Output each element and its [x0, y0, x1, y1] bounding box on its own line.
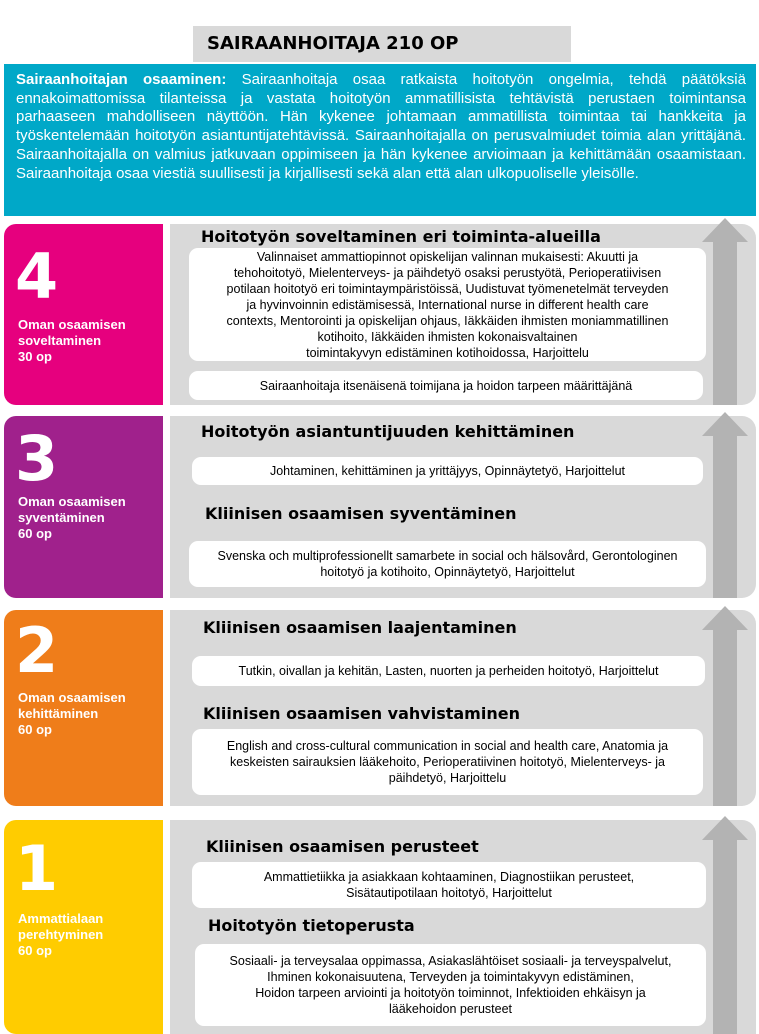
page-title: SAIRAANHOITAJA 210 OP	[193, 26, 571, 62]
level-1-box-2-line: Sosiaali- ja terveysalaa oppimassa, Asiakaslähtöiset sosiaali- ja terveyspalvelut,	[229, 954, 672, 968]
up-arrow-icon	[702, 218, 748, 405]
level-2-name: Oman osaamisen	[18, 690, 126, 705]
level-3-box-2	[189, 541, 706, 587]
level-1-box-2-line: lääkehoidon perusteet	[388, 1002, 512, 1016]
level-3-box-2-line: hoitotyö ja kotihoito, Opinnäytetyö, Harjoittelut	[320, 565, 575, 579]
level-1-box-2	[195, 944, 706, 1026]
level-2-box-2-line: päihdetyö, Harjoittelu	[388, 771, 507, 785]
level-1-name: Ammattialaan	[18, 911, 104, 926]
level-4-box-2: Sairaanhoitaja itsenäisenä toimijana ja hoidon tarpeen määrittäjänä	[189, 371, 703, 400]
level-1-credits: 60 op	[18, 943, 52, 958]
level-2-heading-2: Kliinisen osaamisen vahvistaminen	[203, 704, 520, 723]
level-4-box-1-line: ja hyvinvoinnin edistämisessä, International nurse in different health care	[246, 297, 649, 312]
level-3-heading-2: Kliinisen osaamisen syventäminen	[205, 504, 517, 523]
level-4-box-1-line: toimintakyvyn edistäminen kotihoidossa, Harjoittelu	[306, 345, 589, 360]
up-arrow-icon	[702, 606, 748, 806]
level-4-name: Oman osaamisen	[18, 317, 126, 332]
level-2-name2: kehittäminen	[18, 706, 99, 721]
level-3-name: Oman osaamisen	[18, 494, 126, 509]
level-2-credits: 60 op	[18, 722, 52, 737]
level-3-box-1: Johtaminen, kehittäminen ja yrittäjyys, Opinnäytetyö, Harjoittelut	[192, 457, 703, 485]
level-2-box-2-line: English and cross-cultural communication in social and health care, Anatomia ja	[226, 739, 669, 753]
up-arrow-icon	[702, 816, 748, 1034]
level-4-box-1-line: tehohoitotyö, Mielenterveys- ja päihdetyö osaksi perustyötä, Perioperatiivisen	[233, 265, 662, 280]
level-2-number: 2	[15, 614, 59, 687]
level-4-box-1-line: Valinnaiset ammattiopinnot opiskelijan valinnan mukaisesti: Akuutti ja	[256, 249, 639, 264]
intro-lead: Sairaanhoitajan osaaminen:	[16, 71, 227, 88]
intro-box	[4, 64, 756, 216]
level-1-box-1	[192, 862, 706, 908]
level-4-box-1-line: contexts, Mentorointi ja opiskelijan ohjaus, Iäkkäiden ihmisten moniammatillinen	[226, 313, 669, 328]
level-4-box-1-line: kotihoito, Iäkkäiden ihmisten kokonaisvaltainen	[317, 329, 578, 344]
level-1-name2: perehtyminen	[18, 927, 104, 942]
level-2-block	[4, 610, 163, 806]
level-1-box-1-line: Sisätautipotilaan hoitotyö, Harjoittelut	[346, 886, 552, 900]
level-3-credits: 60 op	[18, 526, 52, 541]
level-2-box-2-line: keskeisten sairauksien lääkehoito, Perioperatiivinen hoitotyö, Mielenterveys- ja	[230, 755, 665, 769]
level-4-box-1	[189, 248, 706, 361]
level-3-box-2-line: Svenska och multiprofessionellt samarbete in social och hälsovård, Gerontologinen	[217, 549, 678, 563]
level-2-box-2	[192, 729, 703, 795]
level-1-arrow	[702, 816, 748, 1034]
up-arrow-icon	[702, 412, 748, 598]
level-1-block	[4, 820, 163, 1034]
level-3-heading-1: Hoitotyön asiantuntijuuden kehittäminen	[201, 422, 575, 441]
level-4-block	[4, 224, 163, 405]
level-4-number: 4	[15, 240, 59, 313]
level-1-heading-1: Kliinisen osaamisen perusteet	[206, 837, 479, 856]
level-3-label	[18, 494, 126, 542]
level-2-label	[18, 690, 126, 738]
level-1-heading-2: Hoitotyön tietoperusta	[208, 916, 415, 935]
level-3-number: 3	[15, 422, 59, 495]
level-3-block	[4, 416, 163, 598]
intro-text: Sairaanhoitaja osaa ratkaista hoitotyön ongelmia, tehdä päätöksiä ennakoimattomissa tilanteissa ja vastata hoitotyön ammatillisista tehtävistä perustaen toimintansa parhaaseen mahdolliseen näyttöön. Hän kykenee johtamaan ammatillista toimintaa tai hankkeita ja työskentelemään hoitotyön asiantuntijatehtävissä. Sairaanhoitajalla on perusvalmiudet toimia alan yrittäjänä. Sairaanhoitajalla on valmius jatkuvaan oppimiseen ja hän kykenee arvioimaan ja kehittämään osaamistaan. Sairaanhoitaja osaa viestiä suullisesti ja kirjallisesti sekä alan että alan ulkopuoliselle yleisölle.	[16, 71, 746, 182]
level-2-heading-1: Kliinisen osaamisen laajentaminen	[203, 618, 517, 637]
level-4-name2: soveltaminen	[18, 333, 102, 348]
level-1-label	[18, 911, 103, 959]
level-3-arrow	[702, 412, 748, 598]
level-4-box-1-line: potilaan hoitotyö eri toimintaympäristöissä, Uudistuvat työmenetelmät terveyden	[226, 281, 669, 296]
level-2-arrow	[702, 606, 748, 806]
level-2-box-1: Tutkin, oivallan ja kehitän, Lasten, nuorten ja perheiden hoitotyö, Harjoittelut	[192, 656, 705, 686]
level-4-label	[18, 317, 126, 365]
level-4-heading-1: Hoitotyön soveltaminen eri toiminta-alueilla	[201, 227, 601, 246]
level-1-box-2-line: Ihminen kokonaisuutena, Terveyden ja toimintakyvyn edistäminen,	[267, 970, 634, 984]
level-4-arrow	[702, 218, 748, 405]
level-3-name2: syventäminen	[18, 510, 105, 525]
level-1-box-2-line: Hoidon tarpeen arviointi ja hoitotyön toiminnot, Infektioiden ehkäisyn ja	[255, 986, 646, 1000]
level-1-box-1-line: Ammattietiikka ja asiakkaan kohtaaminen, Diagnostiikan perusteet,	[263, 870, 635, 884]
level-1-number: 1	[15, 832, 59, 905]
level-4-credits: 30 op	[18, 349, 52, 364]
